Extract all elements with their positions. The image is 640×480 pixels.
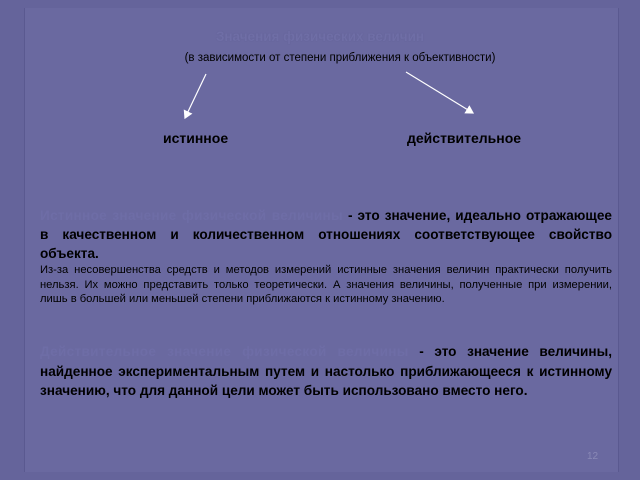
paragraph-true-value-definition	[40, 206, 612, 263]
term-actual-value: действительное	[407, 130, 522, 146]
definition-text: - это значение величины, найденное экспериментальным путем и настолько приближающееся к истинному значению, что для данной цели может быть использовано вместо него.	[40, 344, 612, 398]
page-number: 12	[587, 451, 599, 462]
arrow-left	[185, 74, 206, 118]
slide-subtitle: (в зависимости от степени приближения к объективности)	[184, 52, 496, 64]
paragraph-actual-value-definition	[40, 342, 612, 401]
highlighted-term: Действительное значение физической величины	[40, 344, 409, 359]
term-true-value: истинное	[163, 130, 229, 146]
slide-title: Значения физических величин	[215, 29, 425, 44]
paragraph-explanation: Из-за несовершенства средств и методов измерений истинные значения величин практически получить нельзя. Их можно представить только теоретически. А значения величины, полученные при измерении, лишь в большей или меньшей степени приближаются к истинному значению.	[40, 264, 612, 305]
highlighted-term: Истинное значение физической величины	[40, 208, 343, 223]
arrow-right	[406, 72, 473, 113]
definition-text: - это значение, идеально отражающее в качественном и количественном отношениях соответствующее свойство объекта.	[40, 208, 612, 261]
